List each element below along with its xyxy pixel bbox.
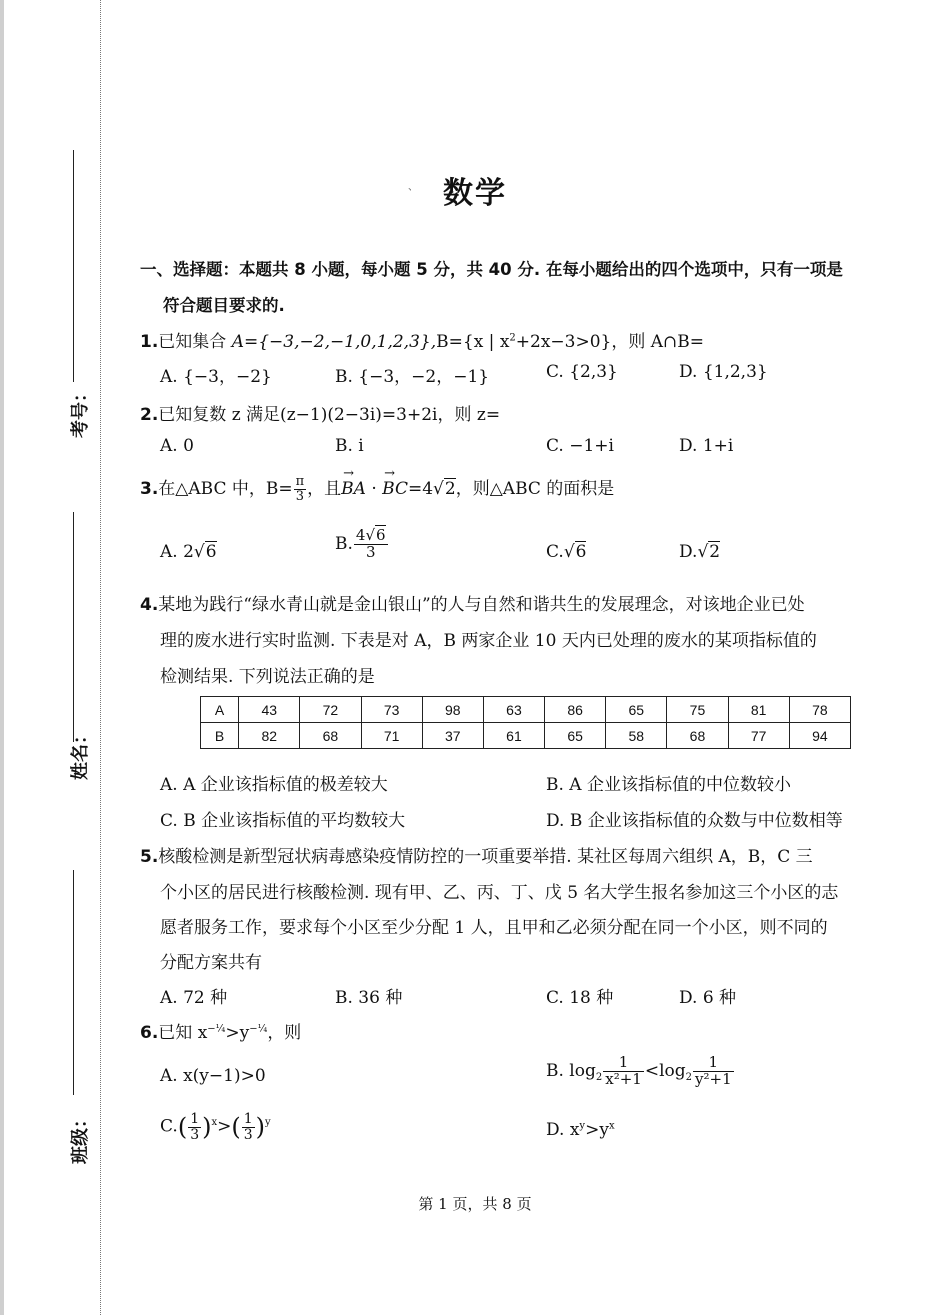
- table-cell: 98: [422, 697, 483, 723]
- question-1: 1.已知集合 A={−3,−2,−1,0,1,2,3},B={x | $x^2+2x-3>0$}，则 A∩B=: [140, 332, 705, 352]
- page-footer: 第 1 页，共 8 页: [418, 1195, 532, 1213]
- class-label: 班级：: [70, 1110, 91, 1164]
- table-row: [201, 697, 851, 723]
- q3-option-b[interactable]: B. $\frac{4√6}{3}$: [335, 526, 386, 561]
- q4-stem-line2: 理的废水进行实时监测. 下表是对 A，B 两家企业 10 天内已处理的废水的某项指标值的: [160, 631, 817, 651]
- q6-option-b[interactable]: B. $\log_2$ $\frac{1}{\text{x²+1}}$ $<\log_2$ $\frac{1}{\text{y²+1}}$: [546, 1053, 732, 1088]
- q4-option-c[interactable]: C. B 企业该指标值的平均数较大: [160, 811, 406, 831]
- table-cell: 78: [789, 697, 850, 723]
- data-table: [200, 696, 851, 749]
- q1-option-a[interactable]: A. {−3，−2}: [160, 367, 272, 387]
- q3-option-d[interactable]: D.√2: [679, 542, 721, 562]
- q1-set-b: B={x | x: [436, 332, 510, 352]
- q5-stem-line3: 愿者服务工作，要求每个小区至少分配 1 人，且甲和乙必须分配在同一个小区，则不同的: [160, 918, 828, 938]
- question-2: [140, 400, 500, 425]
- question-number: 2.: [140, 405, 159, 425]
- table-cell: 37: [422, 723, 483, 749]
- q3-stem-end: ，则△ABC 的面积是: [455, 479, 615, 499]
- q2-option-c[interactable]: C. −1+i: [546, 436, 614, 456]
- question-4: [140, 590, 805, 615]
- question-6: 6.已知 $x^{-\frac{1}{4}}>y^{-\frac{1}{4}}$，则: [140, 1023, 302, 1043]
- q5-option-c[interactable]: C. 18 种: [546, 988, 614, 1008]
- q5-option-b[interactable]: B. 36 种: [335, 988, 403, 1008]
- q5-option-a[interactable]: A. 72 种: [160, 988, 228, 1008]
- q4-option-d[interactable]: D. B 企业该指标值的众数与中位数相等: [546, 811, 843, 831]
- table-cell: 43: [239, 697, 300, 723]
- table-cell: 73: [361, 697, 422, 723]
- q4-stem: 某地为践行“绿水青山就是金山银山”的人与自然和谐共生的发展理念，对该地企业已处: [158, 595, 805, 615]
- table-cell: 75: [667, 697, 728, 723]
- section-heading-cont: 符合题目要求的.: [163, 296, 285, 315]
- q5-stem: 核酸检测是新型冠状病毒感染疫情防控的一项重要举措. 某社区每周六组织 A，B，C 三: [158, 847, 813, 867]
- table-cell: 82: [239, 723, 300, 749]
- table-cell: 65: [606, 697, 667, 723]
- q1-option-c[interactable]: C. {2,3}: [546, 362, 618, 382]
- q6-option-a[interactable]: A. x(y−1)>0: [160, 1066, 266, 1086]
- class-blank[interactable]: [73, 870, 74, 1095]
- q6-option-c[interactable]: C.( $\frac{1}{3}$ )$^x$>( $\frac{1}{3}$ )$^y$: [160, 1111, 271, 1143]
- name-blank[interactable]: [73, 512, 74, 742]
- table-cell: B: [201, 723, 239, 749]
- table-cell: 65: [545, 723, 606, 749]
- q4-stem-line3: 检测结果. 下列说法正确的是: [160, 667, 375, 687]
- table-cell: 81: [728, 697, 789, 723]
- table-cell: 86: [545, 697, 606, 723]
- question-5: [140, 842, 813, 867]
- table-cell: 63: [483, 697, 544, 723]
- question-number: 5.: [140, 847, 159, 867]
- table-row: [201, 723, 851, 749]
- q2-option-a[interactable]: A. 0: [160, 436, 194, 456]
- q2-stem: 已知复数 z 满足(z−1)(2−3i)=3+2i，则 z=: [158, 405, 501, 425]
- question-number: 4.: [140, 595, 159, 615]
- table-cell: 58: [606, 723, 667, 749]
- stray-mark: 、: [408, 182, 418, 193]
- section-heading: 一、选择题：本题共 8 小题，每小题 5 分，共 40 分. 在每小题给出的四个选项中，只有一项是: [140, 260, 843, 279]
- table-cell: 71: [361, 723, 422, 749]
- question-3: 3.在△ABC 中，B= $\frac{\pi}{3}$ ，且→ BA · → BC=4√2，则△ABC 的面积是: [140, 474, 614, 504]
- q3-option-a[interactable]: A. 2√6: [160, 542, 217, 562]
- table-cell: 68: [667, 723, 728, 749]
- q2-option-d[interactable]: D. 1+i: [679, 436, 734, 456]
- vector-bc: → BC: [382, 479, 408, 499]
- q6-stem: ，则: [267, 1023, 302, 1043]
- q4-option-a[interactable]: A. A 企业该指标值的极差较大: [160, 775, 388, 795]
- table-cell: 61: [483, 723, 544, 749]
- page-title: 数学: [443, 176, 507, 211]
- table-cell: 77: [728, 723, 789, 749]
- name-label: 姓名：: [70, 726, 91, 780]
- q5-option-d[interactable]: D. 6 种: [679, 988, 737, 1008]
- q6-option-d[interactable]: D. $x^y>y^x$: [546, 1120, 615, 1140]
- table-cell: 72: [300, 697, 361, 723]
- vector-ba: → BA: [341, 479, 366, 499]
- question-number: 3.: [140, 479, 159, 499]
- question-number: 6.: [140, 1023, 159, 1043]
- table-cell: 68: [300, 723, 361, 749]
- pi-over-3: $\frac{\pi}{3}$: [295, 474, 305, 504]
- q1-stem: 已知集合: [158, 332, 232, 352]
- table-cell: 94: [789, 723, 850, 749]
- q4-option-b[interactable]: B. A 企业该指标值的中位数较小: [546, 775, 791, 795]
- q3-stem: 在△ABC 中，B=: [158, 479, 293, 499]
- exam-number-label: 考号：: [70, 384, 91, 438]
- q1-set-a: A={−3,−2,−1,0,1,2,3},: [231, 332, 437, 352]
- q1-option-d[interactable]: D. {1,2,3}: [679, 362, 768, 382]
- q5-stem-line4: 分配方案共有: [160, 953, 262, 973]
- q2-option-b[interactable]: B. i: [335, 436, 364, 456]
- q3-option-c[interactable]: C.√6: [546, 542, 587, 562]
- q1-stem-end: +2x−3>0}，则 A∩B=: [515, 332, 705, 352]
- q1-option-b[interactable]: B. {−3，−2，−1}: [335, 367, 490, 387]
- q5-stem-line2: 个小区的居民进行核酸检测. 现有甲、乙、丙、丁、戊 5 名大学生报名参加这三个小区的志: [160, 883, 839, 903]
- question-number: 1.: [140, 332, 159, 352]
- table-cell: A: [201, 697, 239, 723]
